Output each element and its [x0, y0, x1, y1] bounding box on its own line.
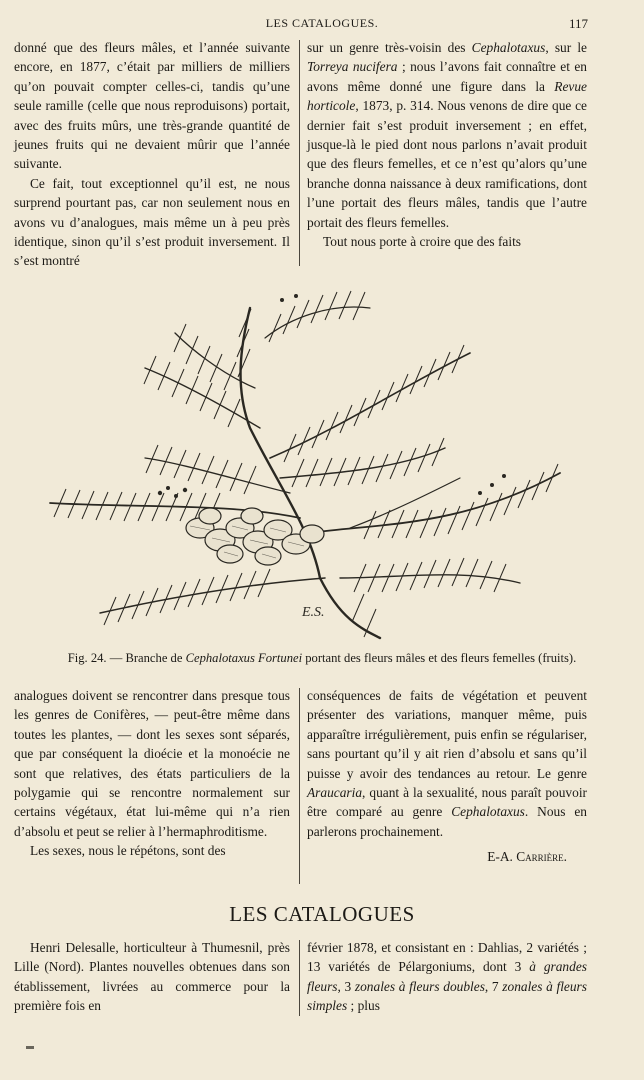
cephalotaxus-branch-illustration — [40, 278, 600, 646]
top-left-column — [14, 38, 290, 271]
middle-right-column — [307, 686, 587, 867]
print-mark — [26, 1046, 34, 1049]
column-rule — [299, 940, 300, 1016]
column-rule — [299, 40, 300, 266]
page-header — [0, 16, 644, 36]
running-title: LES CATALOGUES. — [265, 16, 379, 30]
middle-left-column — [14, 686, 290, 861]
page-number: 117 — [568, 16, 588, 31]
section-left-column — [14, 938, 290, 1016]
paragraph: Ce fait, tout exceptionnel qu’il est, ne nous surprend pourtant pas, car non seulement nous en avons vu d’analogues, mais même un à peu près identique, sinon qu’il s’est produit inversement. Il s’est montré — [14, 175, 290, 269]
top-right-column — [307, 38, 587, 251]
paragraph: donné que des fleurs mâles, et l’année suivante encore, en 1877, c’était par milliers de milliers qu’on pouvait compter celles-ci, tandis qu’une seule ramille (celle que nous reproduisons) portait, avec des fruits mûrs, une très-grande quantité de jeunes fruits qui ne devaient mûrir que l’année suivante. — [14, 40, 290, 172]
section-right-column — [307, 938, 587, 1016]
paragraph: Tout nous porte à croire que des faits — [323, 234, 522, 250]
signature: E-A. Carrière. — [487, 849, 567, 865]
paragraph: analogues doivent se rencontrer dans presque tous les genres de Conifères, — peut-être même dans toutes les plantes, — dont les sexes sont séparés, que par conséquent la dioécie et la monoécie ne sont que relatives, des états particuliers de la polygamie qui se rencontre normalement sur certains végétaux, état lui-même qui n’a rien d’absolu et peut se relier à l’hermaphroditisme. — [14, 688, 290, 839]
fruit-cluster — [186, 508, 324, 565]
paragraph: Les sexes, nous le répétons, sont des — [30, 843, 226, 859]
paragraph: sur un genre très-voisin des Cephalotaxus, sur le Torreya nucifera ; nous l’avons fait connaître et en avons même donné une figure dans la Revue horticole, 1873, p. 314. Nous venons de dire que ce dernier fait s’est produit inversement ; en effet, jusque-là le pied dont nous parlons n’avait produit que des fleurs femelles, et ce n’est qu’alors qu’une branche donna naissance à deux ramifications, dont l’une portait des fleurs mâles, tandis que l’autre portait des fleurs femelles. — [307, 40, 587, 230]
paragraph: Henri Delesalle, horticulteur à Thumesnil, près Lille (Nord). Plantes nouvelles obtenues dans son établissement, livrées au commerce pour la première fois en — [14, 940, 290, 1014]
figure-caption: Fig. 24. — Branche de Cephalotaxus Fortunei portant des fleurs mâles et des fleurs femelles (fruits). — [67, 651, 577, 665]
column-rule — [299, 688, 300, 884]
paragraph: conséquences de faits de végétation et peuvent présenter des variations, manquer même, puis apparaître irrégulièrement, puis enfin se régulariser, sans pourtant qu’il y ait rien d’absolu et sans qu’il puisse y avoir des tendances au retour. Le genre Araucaria, quant à la sexualité, nous paraît pouvoir être comparé au genre Cephalotaxus. Nous en parlerons prochainement. — [307, 688, 587, 839]
paragraph: février 1878, et consistant en : Dahlias, 2 variétés ; 13 variétés de Pélargoniums, dont 3 à grandes fleurs, 3 zonales à fleurs doubles, 7 zonales à fleurs simples ; plus — [307, 940, 587, 1014]
section-title: LES CATALOGUES — [229, 902, 415, 926]
engraver-mark: E.S. — [302, 605, 325, 620]
